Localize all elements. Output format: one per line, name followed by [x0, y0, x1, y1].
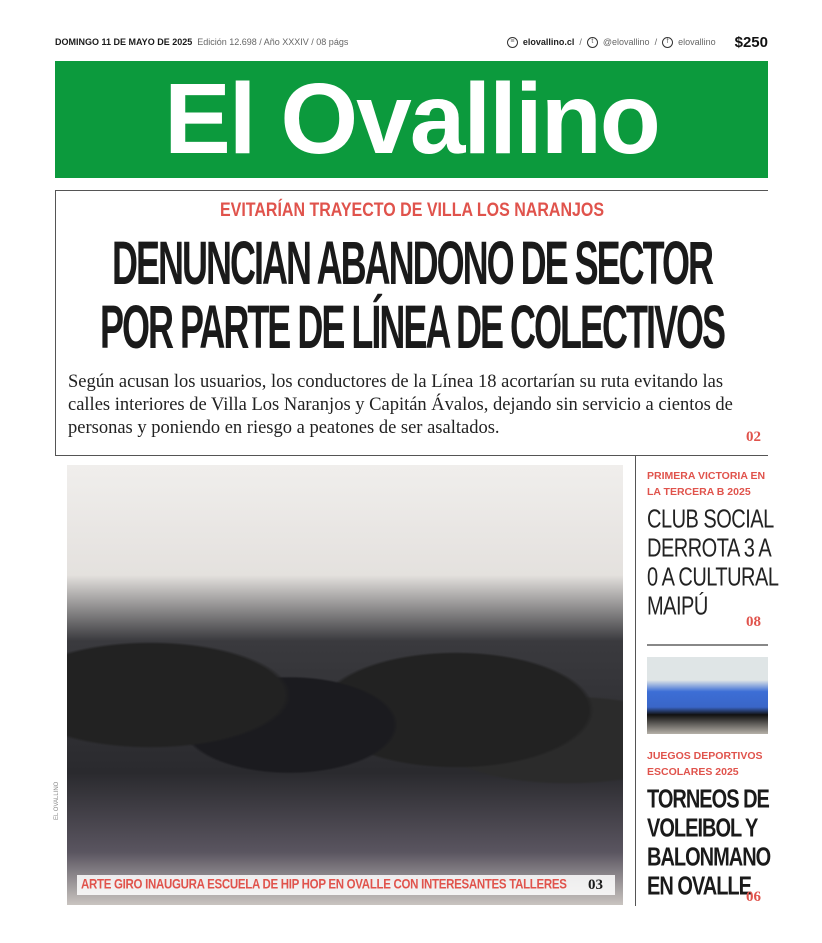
lead-dek: Según acusan los usuarios, los conductores de la Línea 18 acortarían su ruta evitando las calles interiores de Villa Los Naranjos y Capitán Ávalos, dejando sin servicio a cientos de personas y poniendo en riesgo a peatones de ser asaltados. [68, 372, 733, 438]
kicker-line: JUEGOS DEPORTIVOS [647, 750, 763, 762]
facebook-icon: f [662, 37, 673, 48]
sidebar-title [647, 786, 797, 902]
kicker-line: ESCOLARES 2025 [647, 766, 739, 778]
sidebar-story-1[interactable] [647, 468, 797, 622]
sidebar-story-2[interactable] [647, 748, 797, 902]
title-line: VOLEIBOL Y [647, 814, 758, 844]
column-divider [635, 456, 636, 906]
sidebar-title [647, 506, 797, 622]
title-line: TORNEOS DE [647, 785, 769, 815]
price: $250 [734, 33, 768, 51]
photo-credit: EL OVALLINO [54, 781, 60, 820]
lead-story [55, 190, 768, 455]
issue-date: DOMINGO 11 DE MAYO DE 2025 [55, 37, 193, 47]
caption-text: ARTE GIRO INAUGURA ESCUELA DE HIP HOP EN OVALLE CON INTERESANTES TALLERES [81, 877, 567, 893]
title-line: BALONMANO [647, 843, 771, 873]
volleyball-team-photo [647, 657, 768, 734]
kicker-line: PRIMERA VICTORIA EN [647, 470, 766, 482]
lead-page-ref: 02 [746, 429, 761, 445]
sidebar-page-ref: 06 [746, 889, 761, 905]
main-photo [67, 465, 623, 905]
headline-text: DENUNCIAN ABANDONO DE SECTOR [111, 227, 713, 298]
title-line: 0 A CULTURAL [647, 563, 779, 593]
sidebar-page-ref: 08 [746, 614, 761, 630]
photo-caption [77, 875, 615, 895]
lead-headline-line-2 [56, 291, 768, 362]
masthead-logo: El Ovallino [164, 63, 659, 175]
twitter-icon: t [587, 37, 598, 48]
sidebar-kicker [647, 748, 797, 780]
lead-kicker-text: EVITARÍAN TRAYECTO DE VILLA LOS NARANJOS [219, 200, 605, 221]
sidebar-divider [647, 644, 768, 646]
top-bar: DOMINGO 11 DE MAYO DE 2025 Edición 12.698 / Año XXXIV / 08 págs ≡ elovallino.cl / t @elovallino / f elovallino $250 [55, 33, 768, 51]
title-line: DERROTA 3 A [647, 534, 772, 564]
twitter-handle[interactable]: @elovallino [602, 37, 650, 47]
facebook-handle[interactable]: elovallino [678, 37, 716, 47]
photo-group-image [67, 575, 623, 875]
website-link[interactable]: elovallino.cl [522, 37, 575, 47]
lead-kicker [56, 202, 768, 220]
kicker-line: LA TERCERA B 2025 [647, 486, 751, 498]
title-line: CLUB SOCIAL [647, 505, 774, 535]
divider [55, 455, 768, 456]
lead-headline-line-1 [56, 227, 768, 298]
masthead [55, 61, 768, 178]
headline-text: POR PARTE DE LÍNEA DE COLECTIVOS [99, 291, 725, 362]
caption-page-ref: 03 [588, 876, 603, 893]
edition-info: Edición 12.698 / Año XXXIV / 08 págs [197, 37, 349, 47]
title-line: MAIPÚ [647, 592, 708, 622]
sidebar-kicker [647, 468, 797, 500]
title-line: EN OVALLE [647, 872, 751, 902]
globe-icon: ≡ [507, 37, 518, 48]
